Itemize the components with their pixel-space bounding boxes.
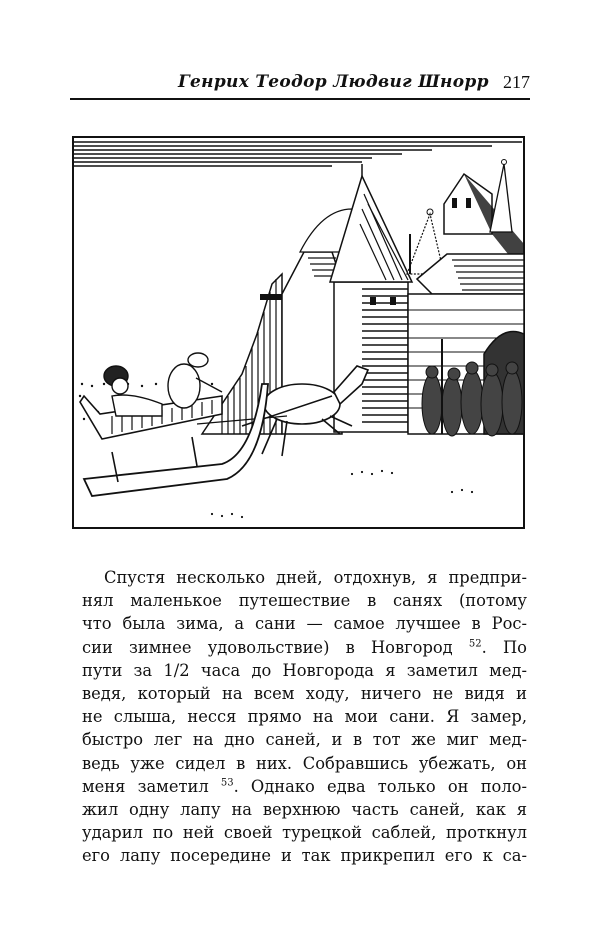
text-line: нял маленькое путешествие в санях (потому [82, 591, 527, 611]
text-line: Спустя несколько дней, отдохнув, я предпри- [104, 568, 527, 587]
fraction: 1/2 [163, 660, 190, 680]
text-line [82, 636, 527, 659]
running-head [70, 72, 530, 98]
header-rule [70, 98, 530, 100]
running-title: Генрих Теодор Людвиг Шнорр [178, 72, 489, 92]
text-line: ведя, который на всем ходу, ничего не видя и [82, 684, 527, 704]
page-number: 217 [503, 72, 530, 92]
text-line: ведь уже сидел в них. Собравшись убежать, он [82, 753, 527, 773]
text-segment: . Однако едва только он поло- [233, 776, 527, 796]
text-segment: часа до Новгорода я заметил мед- [200, 660, 527, 680]
text-segment: сии зимнее удовольствие) в Новгород [82, 637, 453, 657]
text-line: не слыша, несся прямо на мои сани. Я замер, [82, 707, 527, 727]
text-segment: пути за [82, 660, 153, 680]
woodcut-illustration [72, 134, 527, 531]
text-line [82, 775, 527, 798]
text-line: быстро лег на дно саней, и в тот же миг мед- [82, 730, 527, 750]
text-line: жил одну лапу на верхнюю часть саней, как я [82, 800, 527, 820]
footnote-ref-53[interactable]: 53 [220, 777, 234, 789]
footnote-ref-52[interactable]: 52 [468, 638, 482, 650]
text-segment: меня заметил [82, 776, 209, 796]
text-line: ударил по ней своей турецкой саблей, проткнул [82, 823, 527, 843]
text-line: его лапу посередине и так прикрепил его к са- [82, 846, 527, 866]
body-paragraph [82, 566, 527, 868]
text-line [82, 659, 527, 682]
text-segment: . По [481, 637, 527, 657]
text-line: что была зима, а сани — самое лучшее в Рос- [82, 614, 527, 634]
